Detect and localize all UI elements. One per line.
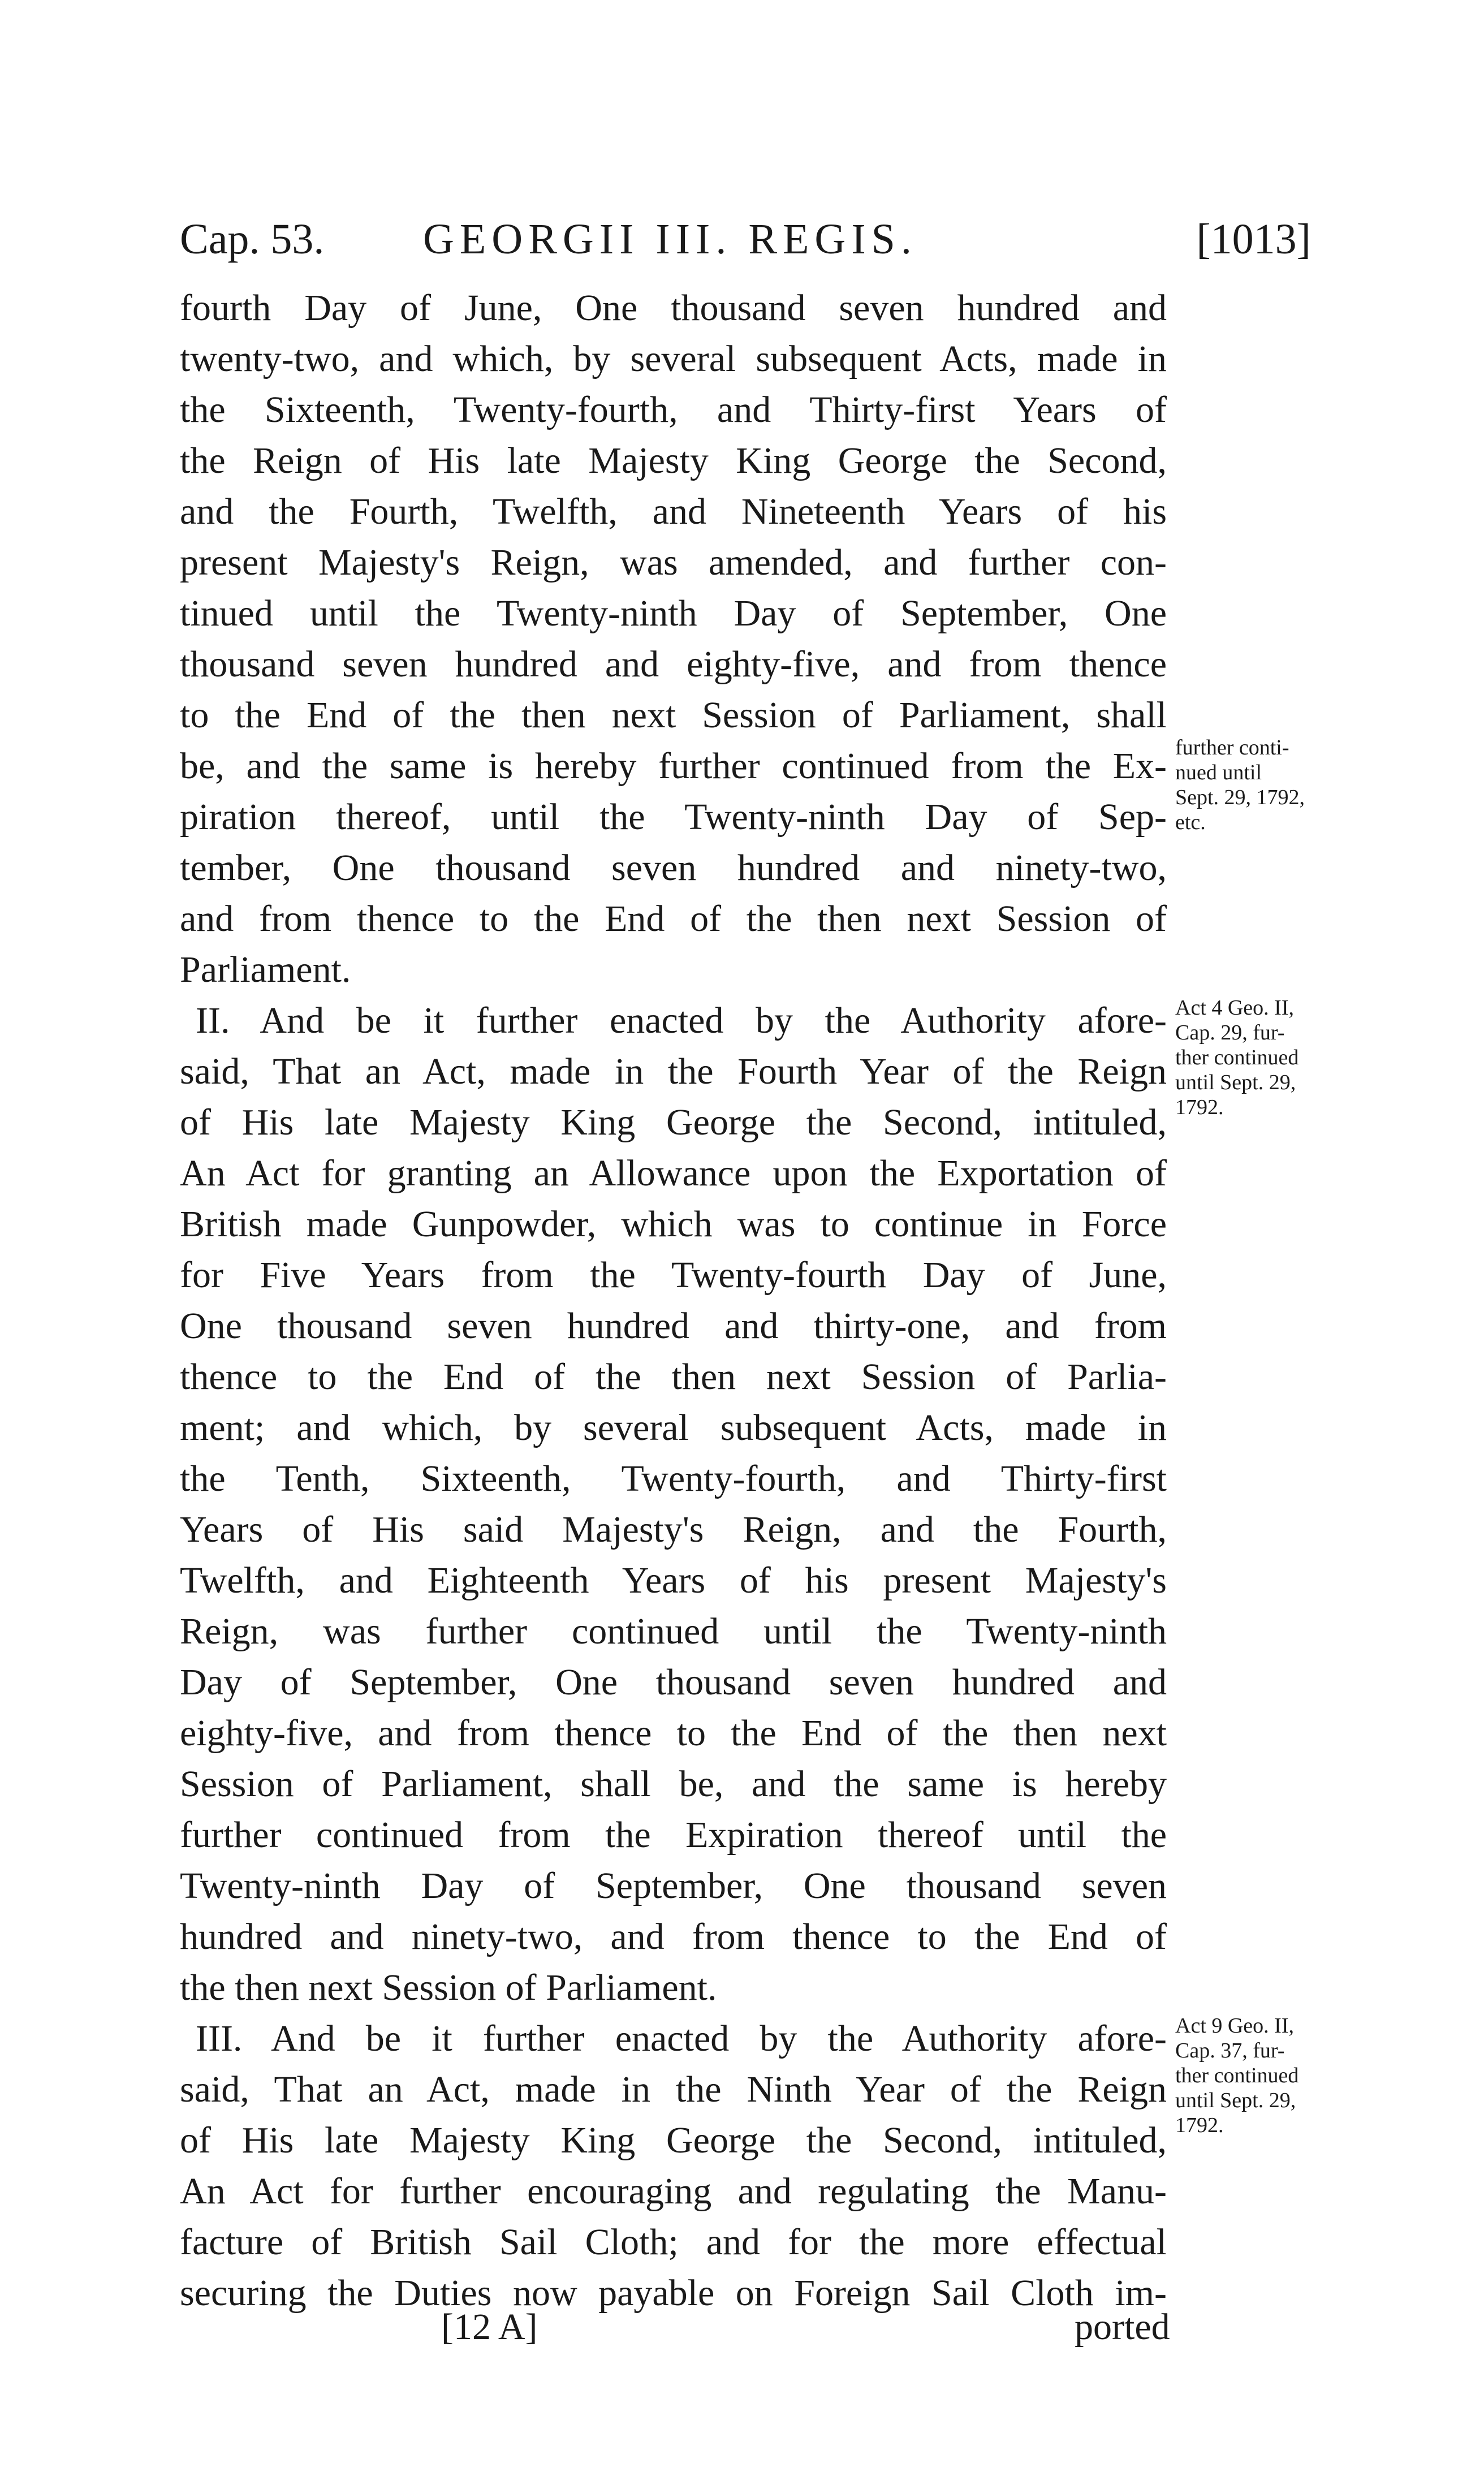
text-line: of His late Majesty King George the Second, intituled, xyxy=(180,1102,1167,1143)
text-line: piration thereof, until the Twenty-ninth Day of Sep- xyxy=(180,796,1167,838)
text-line: An Act for further encouraging and regulating the Manu- xyxy=(180,2171,1167,2212)
margin-note-line: until Sept. 29, xyxy=(1175,1071,1296,1094)
running-head xyxy=(180,208,1311,270)
margin-note-2 xyxy=(1175,995,1362,1120)
signature-mark: [12 A] xyxy=(441,2306,538,2348)
section-3-start: III. And be it further enacted by the Authority afore- xyxy=(196,2018,1167,2059)
margin-note-line: Act 9 Geo. II, xyxy=(1175,2014,1294,2038)
text-line: present Majesty's Reign, was amended, and further con- xyxy=(180,542,1167,583)
text-line: the Tenth, Sixteenth, Twenty-fourth, and Thirty-first xyxy=(180,1458,1167,1499)
page-number: [1013] xyxy=(1196,215,1311,263)
margin-note-line: etc. xyxy=(1175,810,1206,834)
text-line: eighty-five, and from thence to the End of the then next xyxy=(180,1712,1167,1754)
text-line: Day of September, One thousand seven hundred and xyxy=(180,1662,1167,1703)
text-line: be, and the same is hereby further continued from the Ex- xyxy=(180,745,1167,787)
margin-note-line: 1792. xyxy=(1175,1095,1224,1119)
statute-text xyxy=(180,283,1167,2319)
margin-note-line: Cap. 29, fur- xyxy=(1175,1021,1285,1045)
text-line: thousand seven hundred and eighty-five, and from thence xyxy=(180,644,1167,685)
text-line: the Sixteenth, Twenty-fourth, and Thirty-first Years of xyxy=(180,389,1167,430)
text-line: tember, One thousand seven hundred and ninety-two, xyxy=(180,847,1167,888)
text-line: hundred and ninety-two, and from thence to the End of xyxy=(180,1916,1167,1957)
text-line: to the End of the then next Session of Parliament, shall xyxy=(180,694,1167,736)
chapter-label: Cap. 53. xyxy=(180,215,325,263)
text-line: Years of His said Majesty's Reign, and the Fourth, xyxy=(180,1509,1167,1550)
text-line: securing the Duties now payable on Foreign Sail Cloth im- xyxy=(180,2272,1167,2314)
text-line: further continued from the Expiration thereof until the xyxy=(180,1814,1167,1856)
margin-note-line: Sept. 29, 1792, xyxy=(1175,786,1305,809)
margin-note-line: 1792. xyxy=(1175,2113,1224,2137)
catchword: ported xyxy=(1075,2306,1170,2348)
margin-note-line: ther continued xyxy=(1175,2064,1299,2087)
text-line: An Act for granting an Allowance upon the Exportation of xyxy=(180,1153,1167,1194)
margin-note-1 xyxy=(1175,735,1362,835)
text-line: Twelfth, and Eighteenth Years of his present Majesty's xyxy=(180,1560,1167,1601)
text-line: said, That an Act, made in the Fourth Year of the Reign xyxy=(180,1051,1167,1092)
margin-note-line: nued until xyxy=(1175,761,1262,784)
text-line: thence to the End of the then next Session of Parlia- xyxy=(180,1356,1167,1397)
text-line: British made Gunpowder, which was to continue in Force xyxy=(180,1203,1167,1245)
text-line: of His late Majesty King George the Second, intituled, xyxy=(180,2120,1167,2161)
text-line: tinued until the Twenty-ninth Day of September, One xyxy=(180,593,1167,634)
text-line: fourth Day of June, One thousand seven hundred and xyxy=(180,287,1167,329)
text-line: facture of British Sail Cloth; and for the more effectual xyxy=(180,2221,1167,2263)
text-line: twenty-two, and which, by several subsequent Acts, made in xyxy=(180,338,1167,379)
text-line: the Reign of His late Majesty King George the Second, xyxy=(180,440,1167,481)
margin-note-line: until Sept. 29, xyxy=(1175,2089,1296,2112)
text-line: Session of Parliament, shall be, and the same is hereby xyxy=(180,1763,1167,1805)
margin-note-line: Act 4 Geo. II, xyxy=(1175,996,1294,1020)
text-line: said, That an Act, made in the Ninth Year of the Reign xyxy=(180,2069,1167,2110)
page-title: GEORGII III. REGIS. xyxy=(423,215,917,263)
text-line: for Five Years from the Twenty-fourth Day of June, xyxy=(180,1254,1167,1296)
margin-note-line: ther continued xyxy=(1175,1046,1299,1069)
section-2-start: II. And be it further enacted by the Authority afore- xyxy=(196,1000,1167,1041)
text-line: Reign, was further continued until the Twenty-ninth xyxy=(180,1611,1167,1652)
margin-note-3 xyxy=(1175,2013,1362,2138)
text-line: the then next Session of Parliament. xyxy=(180,1967,717,2008)
margin-note-line: Cap. 37, fur- xyxy=(1175,2039,1285,2063)
text-line: and the Fourth, Twelfth, and Nineteenth Years of his xyxy=(180,491,1167,532)
text-line: Parliament. xyxy=(180,949,351,990)
text-line: One thousand seven hundred and thirty-one, and from xyxy=(180,1305,1167,1347)
margin-note-line: further conti- xyxy=(1175,736,1289,760)
text-line: ment; and which, by several subsequent Acts, made in xyxy=(180,1407,1167,1448)
text-line: and from thence to the End of the then next Session of xyxy=(180,898,1167,939)
text-line: Twenty-ninth Day of September, One thousand seven xyxy=(180,1865,1167,1906)
